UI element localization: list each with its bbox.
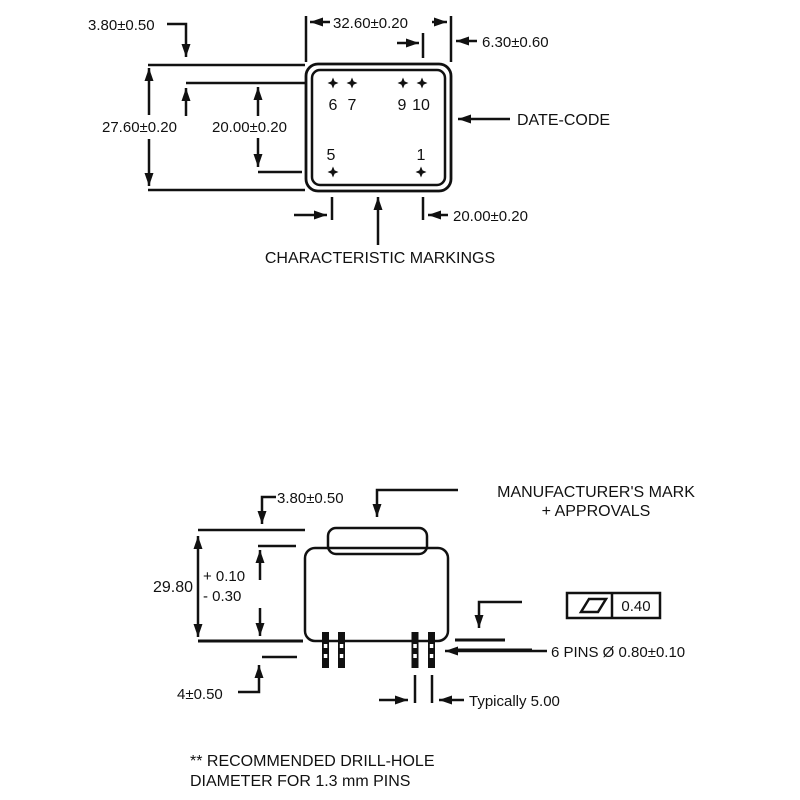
approvals-label: + APPROVALS [541, 503, 651, 520]
dim-body-height-label: 27.60±0.20 [102, 119, 177, 136]
manufacturer-mark-label: MANUFACTURER'S MARK [497, 484, 695, 501]
pin-number-1: 1 [416, 147, 426, 164]
dim-pin-row-offset-label: 3.80±0.50 [88, 17, 155, 34]
dim-total-height-label: 29.80 [153, 579, 194, 596]
pin-number-7: 7 [347, 97, 357, 114]
dim-pin-pitch-label: Typically 5.00 [469, 693, 560, 710]
dim-lid-height-label: 3.80±0.50 [277, 490, 344, 507]
dim-pin-inset-right-label: 6.30±0.60 [482, 34, 549, 51]
pin-number-5: 5 [326, 147, 336, 164]
package-outline-side-view [305, 528, 448, 641]
dim-lid-height-leader [262, 497, 276, 524]
pin-number-9: 9 [397, 97, 407, 114]
dim-total-height-tol-minus: - 0.30 [203, 588, 242, 605]
pins-side-view [322, 632, 435, 668]
dim-pin-pitch [379, 675, 464, 703]
footnote [190, 753, 434, 790]
dim-standoff-label: 4±0.50 [177, 686, 223, 703]
characteristic-markings-label: CHARACTERISTIC MARKINGS [264, 250, 496, 267]
pin-number-10: 10 [412, 97, 430, 114]
dim-standoff-leader [238, 665, 259, 692]
footnote-line2: DIAMETER FOR 1.3 mm PINS [190, 773, 411, 790]
dim-body-width-label: 32.60±0.20 [333, 15, 408, 32]
footnote-line1: ** RECOMMENDED DRILL-HOLE [190, 753, 435, 770]
seating-plane [452, 602, 532, 650]
dim-pin-span-horizontal [294, 197, 448, 220]
side-view [153, 484, 695, 710]
dim-total-height-tol-plus: + 0.10 [203, 568, 246, 585]
dim-pin-span-horizontal-label: 20.00±0.20 [453, 208, 528, 225]
pins-spec-label: 6 PINS Ø 0.80±0.10 [551, 644, 686, 661]
date-code-label: DATE-CODE [517, 112, 611, 129]
dim-pin-inset-right [397, 33, 477, 58]
dim-pin-span-vertical-label: 20.00±0.20 [212, 119, 287, 136]
manufacturer-mark-leader [377, 490, 458, 517]
top-view [88, 15, 610, 267]
flatness-value-label: 0.40 [621, 598, 651, 615]
flatness-symbol-icon [581, 599, 606, 612]
dim-pin-row-offset [167, 24, 186, 116]
pin-number-6: 6 [328, 97, 338, 114]
dim-total-height [198, 536, 260, 637]
